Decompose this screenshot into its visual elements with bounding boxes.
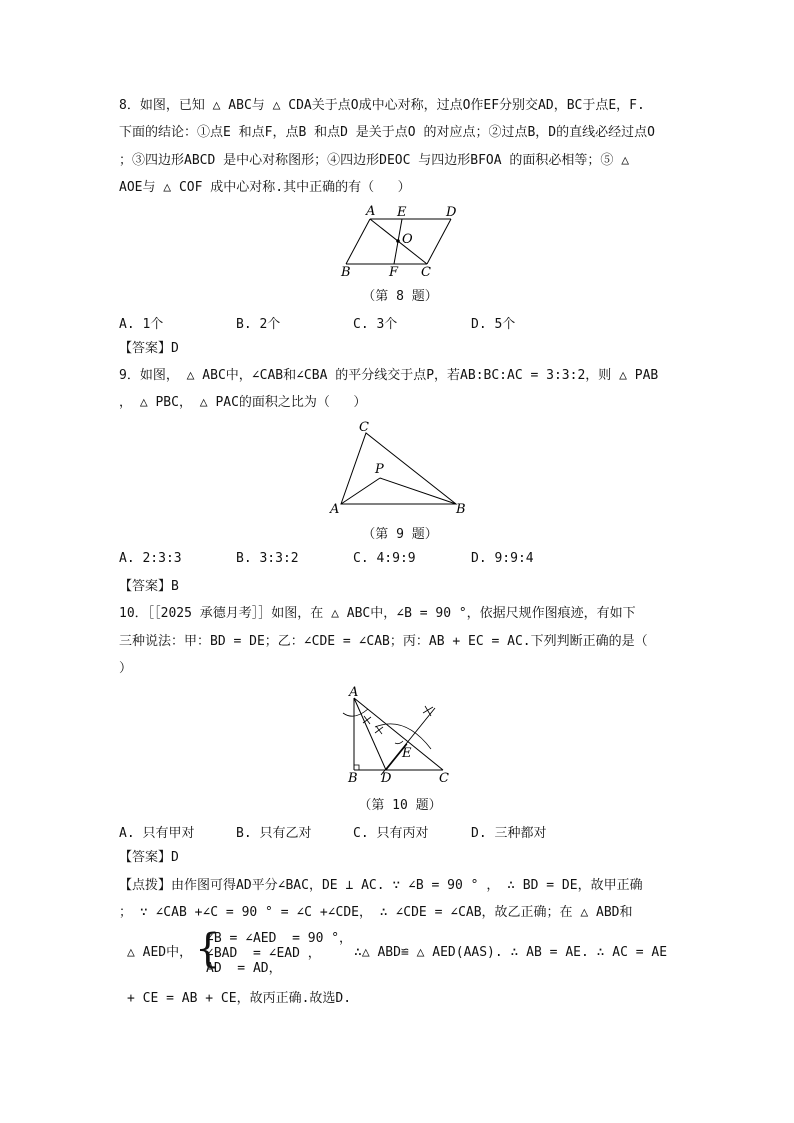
q10-answer: 【答案】D [119,850,179,865]
q9-caption: （第 9 题） [362,527,438,542]
q9-option-b: B. 3:3:2 [236,551,299,566]
q10-caption: （第 10 题） [358,798,442,813]
q8-stem-line-1: 8．如图，已知 △ ABC与 △ CDA关于点O成中心对称，过点O作EF分别交AD，BC于点E，F. [119,98,645,113]
q10-label-c: C [439,771,449,786]
q8-option-d: D. 5个 [471,317,516,332]
q8-stem-line-2: 下面的结论：①点E 和点F，点B 和点D 是关于点O 的对应点；②过点B，D的直线必经过点O [119,125,655,140]
q8-option-c: C. 3个 [353,317,398,332]
q8-figure [330,203,470,278]
q10-system-brace: { [195,926,221,972]
q10-segment-ad [354,698,386,770]
q9-segment-bp [380,478,456,504]
q9-triangle-abc [341,433,456,504]
q8-label-a: A [366,204,376,219]
q10-system-eq-3: AD = AD， [206,961,282,976]
q8-label-c: C [421,265,431,278]
q10-construction-line [381,708,435,775]
q10-stem-line-1: 10．［［2025 承德月考］］如图，在 △ ABC中，∠B = 90 °，依据尺规作图痕迹，有如下 [119,606,636,621]
q8-stem-line-4: AOE与 △ COF 成中心对称.其中正确的有（ ） [119,180,411,195]
q9-stem-line-1: 9．如图， △ ABC中，∠CAB和∠CBA 的平分线交于点P，若AB:BC:AC = 3:3:2，则 △ PAB [119,368,659,383]
q10-explain-line-2: ； ∵ ∠CAB +∠C = 90 ° = ∠C +∠CDE， ∴ ∠CDE = ∠CAB，故乙正确；在 △ ABD和 [119,905,633,920]
q8-label-e: E [397,205,407,220]
q10-option-c: C. 只有丙对 [353,826,429,841]
q10-explain-line-3-prefix: △ AED中， [127,945,193,960]
q9-stem-line-2: ， △ PBC， △ PAC的面积之比为（ ） [119,395,367,410]
q8-label-f: F [389,265,399,278]
q8-caption: （第 8 题） [362,289,438,304]
q9-option-d: D. 9:9:4 [471,551,534,566]
q9-option-a: A. 2:3:3 [119,551,182,566]
q10-system-eq-1: ∠B = ∠AED = 90 °， [206,931,353,946]
q10-option-d: D. 三种都对 [471,826,547,841]
q10-label-a: A [349,685,359,700]
q10-label-b: B [348,771,358,786]
q10-stem-line-3: ） [119,661,133,676]
q8-segment-dc [427,219,451,264]
q8-stem-line-3: ；③四边形ABCD 是中心对称图形；④四边形DEOC 与四边形BFOA 的面积必相等；⑤ △ [119,153,630,168]
q10-cross-mark-2 [375,726,383,734]
q8-segment-ab [346,219,370,264]
q10-option-a: A. 只有甲对 [119,826,195,841]
q8-option-b: B. 2个 [236,317,281,332]
q10-option-b: B. 只有乙对 [236,826,312,841]
q9-answer: 【答案】B [119,579,179,594]
q10-arc-e [395,741,403,744]
q10-figure [335,683,460,788]
q8-answer: 【答案】D [119,341,179,356]
q9-label-a: A [330,502,340,517]
q10-arc-a [343,709,368,716]
q10-explain-line-4: + CE = AB + CE，故丙正确.故选D. [127,991,352,1006]
q9-option-c: C. 4:9:9 [353,551,416,566]
q10-explain-line-3-suffix: ∴△ ABD≌ △ AED(AAS). ∴ AB = AE. ∴ AC = AE [354,945,668,960]
q10-label-e: E [402,746,412,761]
q8-option-a: A. 1个 [119,317,164,332]
q10-label-d: D [381,771,392,786]
q9-segment-ap [341,478,380,504]
q10-explain-line-1: 【点拨】由作图可得AD平分∠BAC，DE ⊥ AC. ∵ ∠B = 90 ° ， ∴ BD = DE，故甲正确 [119,878,643,893]
q10-system-eq-2: ∠BAD = ∠EAD ， [206,946,321,961]
q8-label-o: O [402,232,413,247]
q8-label-b: B [341,265,351,278]
q8-label-d: D [446,205,457,220]
q8-point-o [396,239,400,243]
q9-label-c: C [359,420,369,435]
q9-figure [325,417,475,517]
q10-stem-line-2: 三种说法：甲：BD = DE；乙：∠CDE = ∠CAB；丙：AB + EC = AC.下列判断正确的是（ [119,634,648,649]
q10-right-angle-mark [354,765,359,770]
q9-label-p: P [375,462,384,477]
q9-label-b: B [456,502,466,517]
q10-cross-mark-3 [423,706,433,716]
